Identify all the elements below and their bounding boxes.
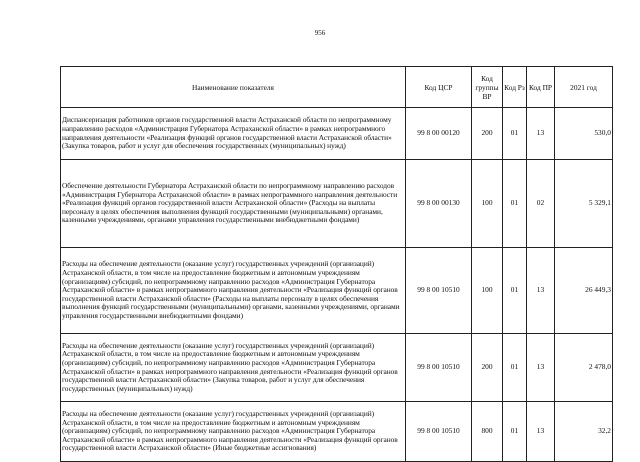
row-vr: 100 xyxy=(472,160,503,248)
row-rz: 01 xyxy=(503,108,527,160)
row-rz: 01 xyxy=(503,248,527,334)
row-csr: 99 8 00 10510 xyxy=(406,402,472,462)
row-pr: 13 xyxy=(527,334,555,402)
row-name: Диспансеризация работников органов государственной власти Астраханской области по непрограммному направлению расходов «Администрация Губернатора Астраханской области» в рамках непрограммного направления деятельности «Реализация функций органов государственной власти Астраханской области» (Закупка товаров, работ и услуг для обеспечения государственных (муниципальных) нужд) xyxy=(61,108,406,160)
row-vr: 200 xyxy=(472,334,503,402)
table-row xyxy=(61,160,613,248)
row-amount: 2 478,0 xyxy=(555,334,613,402)
row-name: Расходы на обеспечение деятельности (оказание услуг) государственных учреждений (организаций) Астраханской области, в том числе на предоставление бюджетным и автономным учреждениям (организациям) субсидий, по непрограммному направлению расходов «Администрация Губернатора Астраханской области» в рамках непрограммного направления деятельности «Реализация функций органов государственной власти Астраханской области» (Расходы на выплаты персоналу в целях обеспечения выполнения функций государственными (муниципальными) органами, казенными учреждениями, органами управления государственными внебюджетными фондами) xyxy=(61,248,406,334)
table-row xyxy=(61,248,613,334)
row-pr: 13 xyxy=(527,402,555,462)
table-row xyxy=(61,108,613,160)
table-row xyxy=(61,334,613,402)
page-number: 956 xyxy=(314,29,326,37)
row-amount: 5 329,1 xyxy=(555,160,613,248)
row-rz: 01 xyxy=(503,160,527,248)
row-vr: 800 xyxy=(472,402,503,462)
row-name: Расходы на обеспечение деятельности (оказание услуг) государственных учреждений (организаций) Астраханской области, в том числе на предоставление бюджетным и автономным учреждениям (организациям) субсидий, по непрограммному направлению расходов «Администрация Губернатора Астраханской области» в рамках непрограммного направления деятельности «Реализация функций органов государственной власти Астраханской области» (Иные бюджетные ассигнования) xyxy=(61,402,406,462)
row-pr: 02 xyxy=(527,160,555,248)
header-vr: Код группы ВР xyxy=(472,67,503,108)
row-vr: 200 xyxy=(472,108,503,160)
row-rz: 01 xyxy=(503,402,527,462)
row-csr: 99 8 00 00120 xyxy=(406,108,472,160)
row-csr: 99 8 00 00130 xyxy=(406,160,472,248)
row-name: Обеспечение деятельности Губернатора Астраханской области по непрограммному направлению расходов «Администрация Губернатора Астраханской области» в рамках непрограммного направления деятельности «Реализация функций органов государственной власти Астраханской области» (Расходы на выплаты персоналу в целях обеспечения выполнения функций государственными (муниципальными) органами, казенными учреждениями, органами управления государственными внебюджетными фондами) xyxy=(61,160,406,248)
row-pr: 13 xyxy=(527,248,555,334)
row-amount: 32,2 xyxy=(555,402,613,462)
table-header-row xyxy=(61,67,613,108)
header-pr: Код ПР xyxy=(527,67,555,108)
row-amount: 530,0 xyxy=(555,108,613,160)
header-name: Наименование показателя xyxy=(61,67,406,108)
row-vr: 100 xyxy=(472,248,503,334)
row-rz: 01 xyxy=(503,334,527,402)
table-row xyxy=(61,402,613,462)
header-csr: Код ЦСР xyxy=(406,67,472,108)
header-rz: Код Рз xyxy=(503,67,527,108)
row-csr: 99 8 00 10510 xyxy=(406,248,472,334)
budget-table xyxy=(60,66,613,462)
row-pr: 13 xyxy=(527,108,555,160)
header-year: 2021 год xyxy=(555,67,613,108)
row-name: Расходы на обеспечение деятельности (оказание услуг) государственных учреждений (организаций) Астраханской области, в том числе на предоставление бюджетным и автономным учреждениям (организациям) субсидий, по непрограммному направлению расходов «Администрация Губернатора Астраханской области» в рамках непрограммного направления деятельности «Реализация функций органов государственной власти Астраханской области» (Закупка товаров, работ и услуг для обеспечения государственных (муниципальных) нужд) xyxy=(61,334,406,402)
row-amount: 26 449,3 xyxy=(555,248,613,334)
row-csr: 99 8 00 10510 xyxy=(406,334,472,402)
